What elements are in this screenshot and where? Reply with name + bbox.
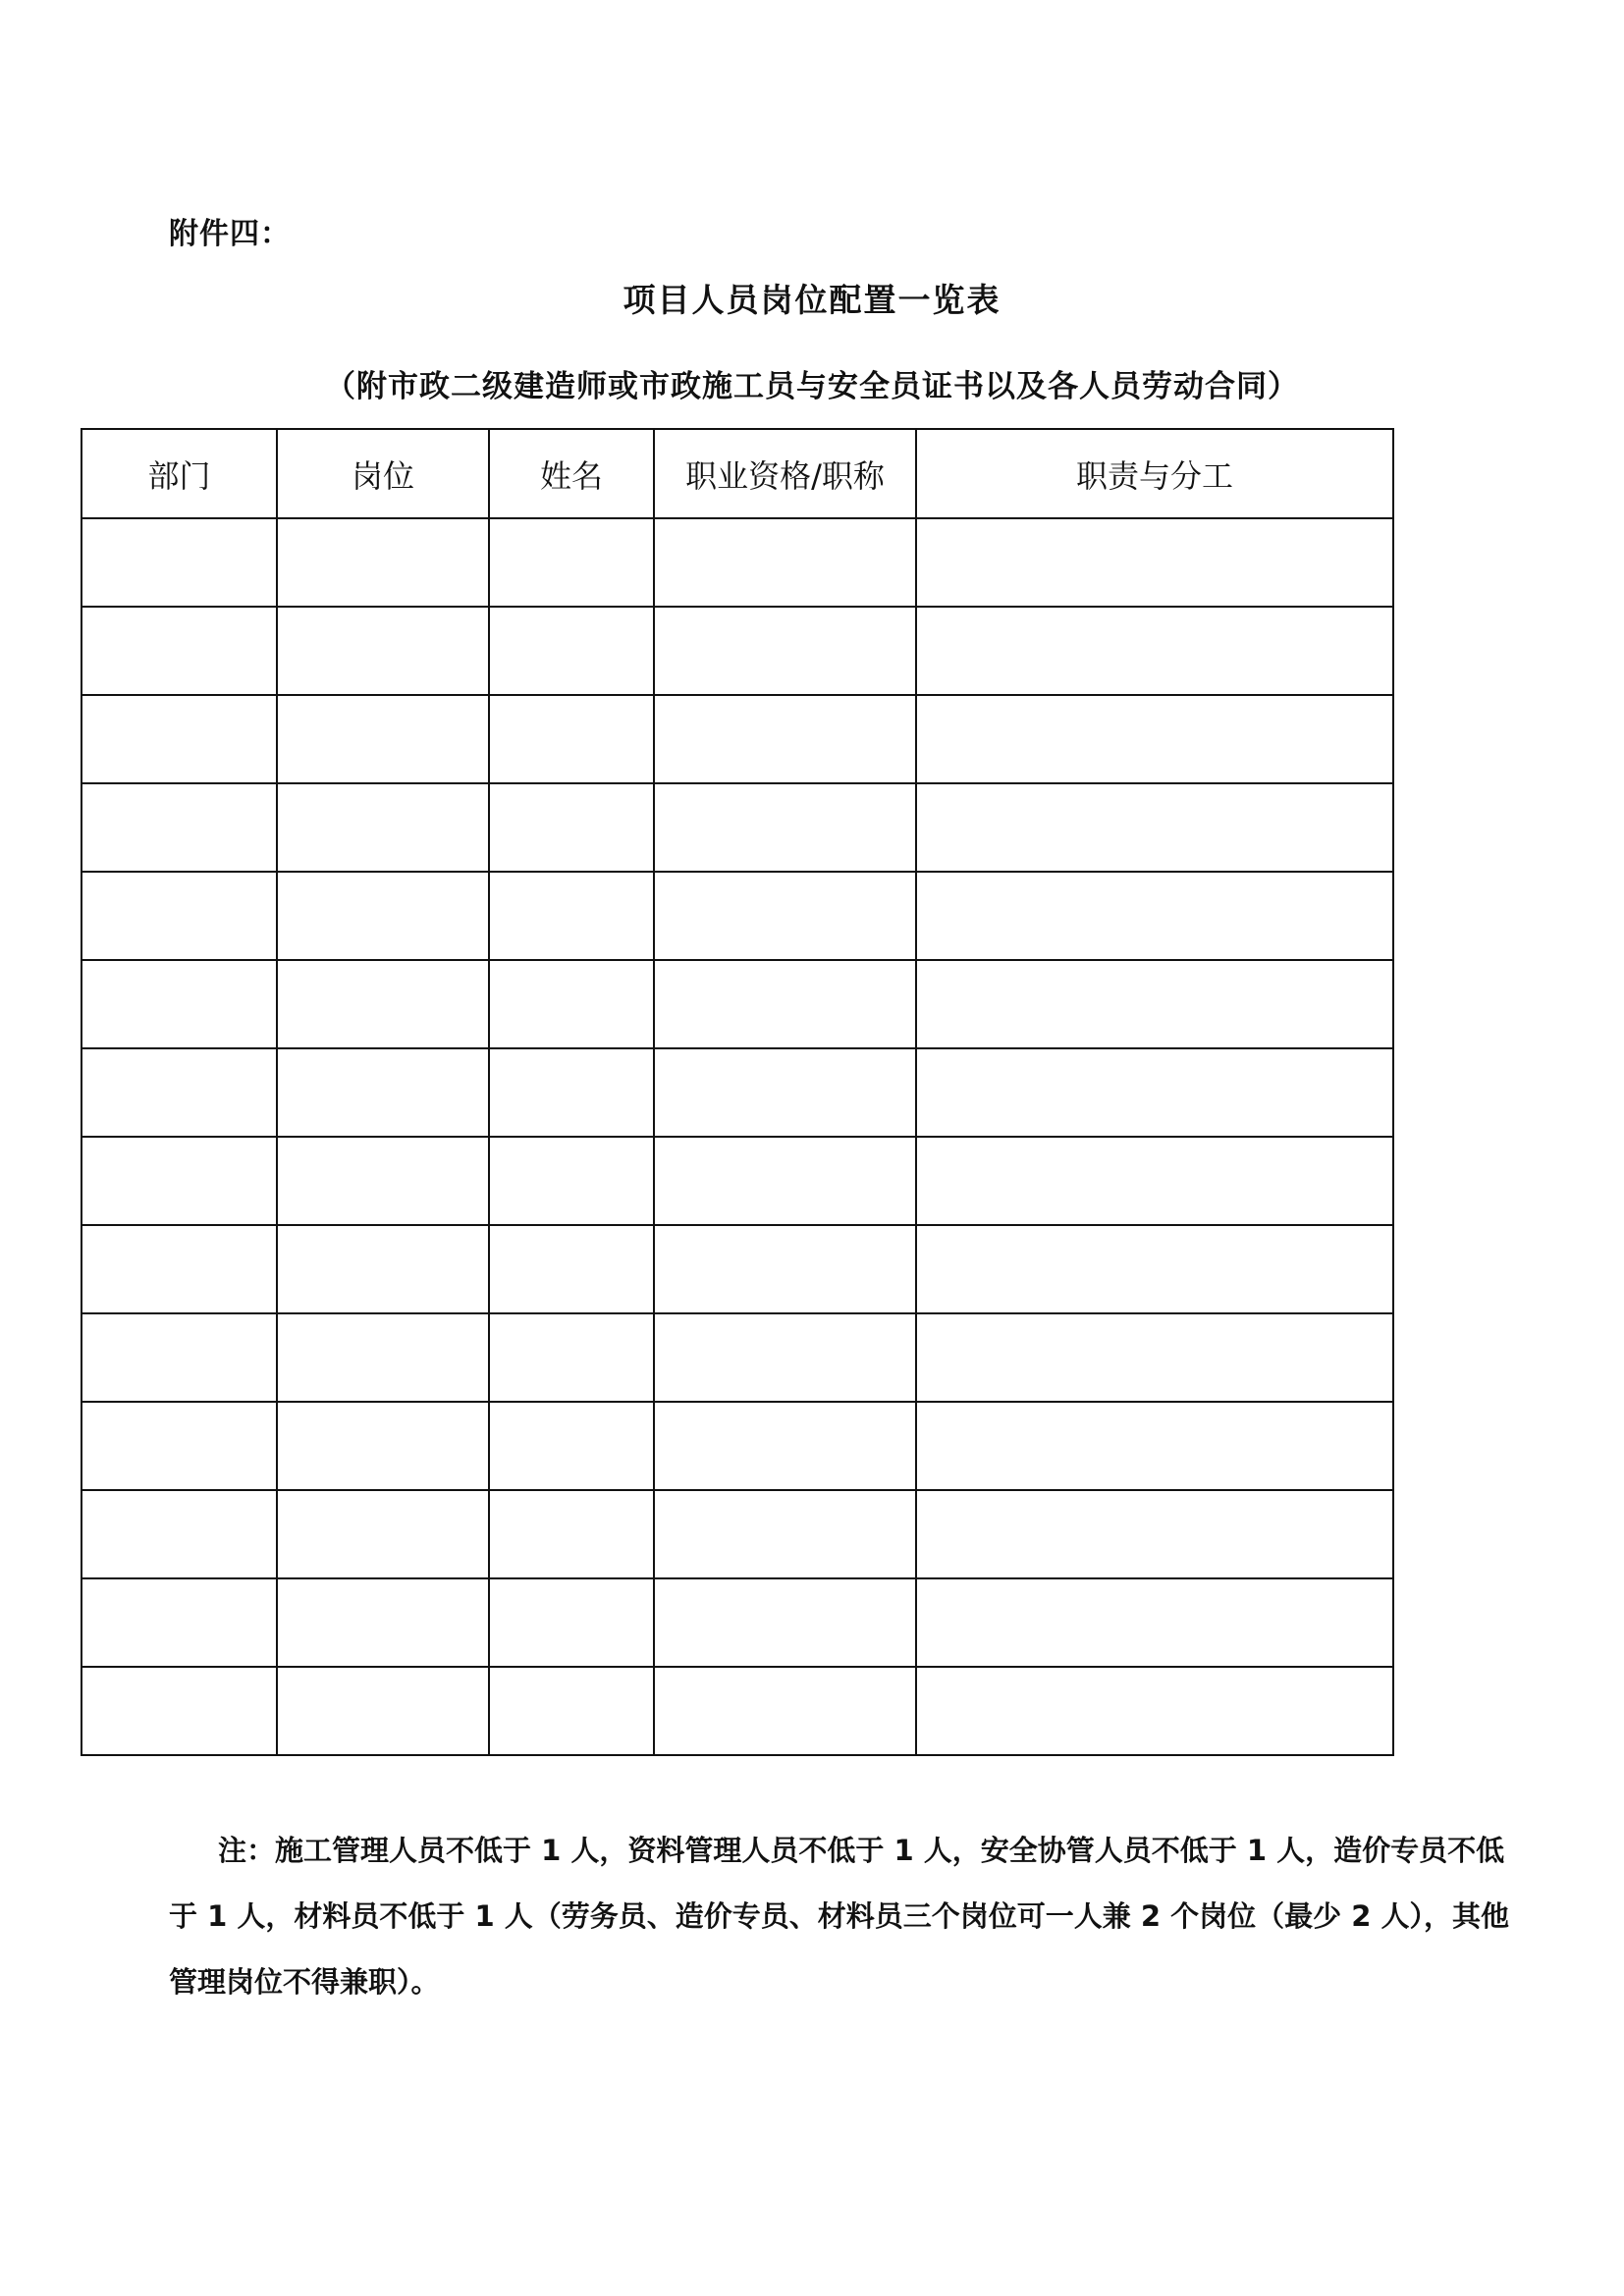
cell-department: [81, 1578, 277, 1667]
table-row: [81, 1048, 1393, 1137]
cell-position: [277, 1313, 489, 1402]
cell-name: [489, 518, 654, 607]
cell-name: [489, 1048, 654, 1137]
cell-position: [277, 1667, 489, 1755]
cell-qualification: [654, 1667, 916, 1755]
table-row: [81, 607, 1393, 695]
cell-qualification: [654, 607, 916, 695]
cell-name: [489, 1225, 654, 1313]
cell-duties: [916, 1313, 1393, 1402]
note-line-1: 注：施工管理人员不低于 1 人，资料管理人员不低于 1 人，安全协管人员不低于 1 人，造价专员不低: [218, 1834, 1505, 1867]
cell-name: [489, 1402, 654, 1490]
cell-qualification: [654, 1137, 916, 1225]
table-row: [81, 783, 1393, 872]
header-department: 部门: [81, 429, 277, 518]
staff-position-table: [81, 428, 1394, 1756]
cell-name: [489, 1667, 654, 1755]
table-row: [81, 518, 1393, 607]
table-row: [81, 1490, 1393, 1578]
table-row: [81, 1578, 1393, 1667]
cell-name: [489, 1578, 654, 1667]
cell-duties: [916, 1402, 1393, 1490]
cell-position: [277, 695, 489, 783]
cell-name: [489, 1490, 654, 1578]
note-paragraph: [169, 1818, 1509, 2015]
header-duties: 职责与分工: [916, 429, 1393, 518]
cell-name: [489, 872, 654, 960]
cell-department: [81, 695, 277, 783]
table-row: [81, 1313, 1393, 1402]
cell-name: [489, 1313, 654, 1402]
attachment-label: 附件四：: [169, 217, 291, 251]
cell-department: [81, 1137, 277, 1225]
table-row: [81, 695, 1393, 783]
cell-position: [277, 1137, 489, 1225]
header-qualification: 职业资格/职称: [654, 429, 916, 518]
cell-duties: [916, 1667, 1393, 1755]
table-row: [81, 960, 1393, 1048]
note-line-3: 管理岗位不得兼职）。: [169, 1965, 440, 1999]
cell-duties: [916, 695, 1393, 783]
cell-qualification: [654, 1402, 916, 1490]
cell-qualification: [654, 1490, 916, 1578]
cell-duties: [916, 783, 1393, 872]
table-body: [81, 518, 1393, 1755]
table-row: [81, 1137, 1393, 1225]
cell-department: [81, 1225, 277, 1313]
cell-name: [489, 1137, 654, 1225]
cell-duties: [916, 960, 1393, 1048]
cell-position: [277, 872, 489, 960]
cell-duties: [916, 1225, 1393, 1313]
cell-position: [277, 518, 489, 607]
cell-duties: [916, 518, 1393, 607]
cell-position: [277, 607, 489, 695]
cell-qualification: [654, 783, 916, 872]
table-header-row: [81, 429, 1393, 518]
cell-duties: [916, 872, 1393, 960]
cell-qualification: [654, 1225, 916, 1313]
cell-department: [81, 518, 277, 607]
cell-name: [489, 607, 654, 695]
cell-position: [277, 1490, 489, 1578]
cell-name: [489, 783, 654, 872]
document-subtitle: （附市政二级建造师或市政施工员与安全员证书以及各人员劳动合同）: [325, 369, 1299, 404]
document-title: 项目人员岗位配置一览表: [623, 281, 1001, 319]
cell-department: [81, 1048, 277, 1137]
cell-duties: [916, 1490, 1393, 1578]
cell-department: [81, 783, 277, 872]
header-position: 岗位: [277, 429, 489, 518]
cell-qualification: [654, 960, 916, 1048]
header-name: 姓名: [489, 429, 654, 518]
table-row: [81, 1667, 1393, 1755]
cell-department: [81, 607, 277, 695]
cell-department: [81, 1402, 277, 1490]
cell-department: [81, 1490, 277, 1578]
cell-qualification: [654, 872, 916, 960]
cell-duties: [916, 1578, 1393, 1667]
table-row: [81, 872, 1393, 960]
cell-name: [489, 960, 654, 1048]
note-line-2: 于 1 人，材料员不低于 1 人（劳务员、造价专员、材料员三个岗位可一人兼 2 个岗位（最少 2 人），其他: [169, 1899, 1509, 1933]
cell-qualification: [654, 695, 916, 783]
cell-position: [277, 1402, 489, 1490]
cell-department: [81, 1313, 277, 1402]
cell-department: [81, 960, 277, 1048]
cell-qualification: [654, 1048, 916, 1137]
table-row: [81, 1225, 1393, 1313]
cell-position: [277, 1225, 489, 1313]
cell-qualification: [654, 1313, 916, 1402]
cell-department: [81, 872, 277, 960]
cell-duties: [916, 607, 1393, 695]
table-row: [81, 1402, 1393, 1490]
cell-position: [277, 1578, 489, 1667]
cell-position: [277, 783, 489, 872]
cell-duties: [916, 1137, 1393, 1225]
cell-position: [277, 960, 489, 1048]
cell-name: [489, 695, 654, 783]
cell-qualification: [654, 1578, 916, 1667]
cell-position: [277, 1048, 489, 1137]
cell-department: [81, 1667, 277, 1755]
cell-qualification: [654, 518, 916, 607]
cell-duties: [916, 1048, 1393, 1137]
